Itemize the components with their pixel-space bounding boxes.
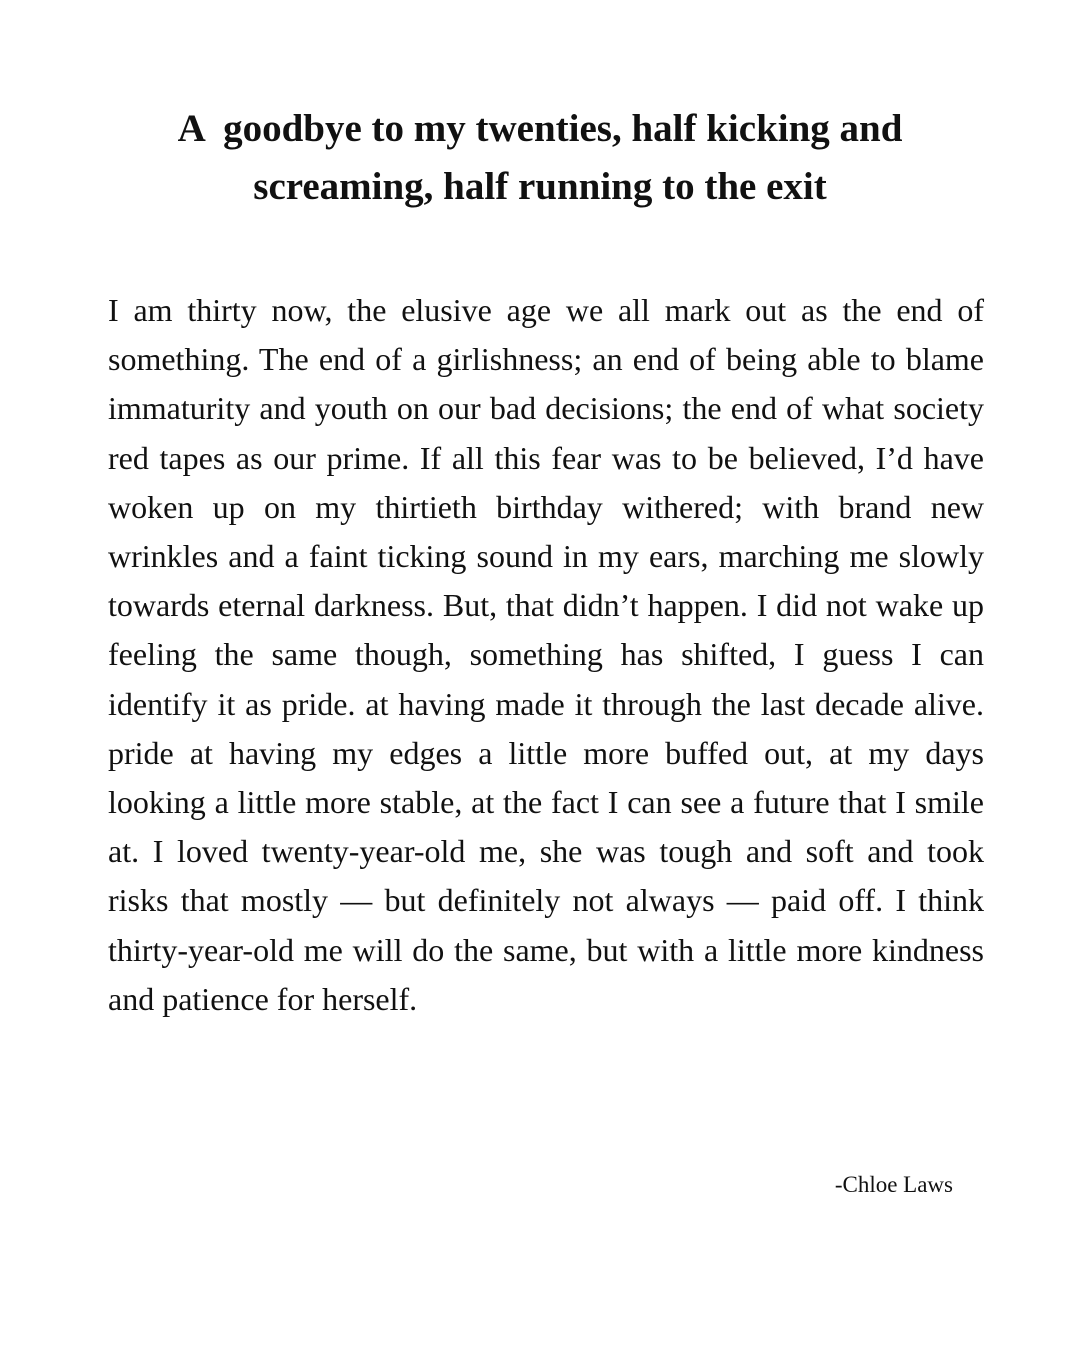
author-signature: -Chloe Laws xyxy=(834,1172,953,1197)
body-paragraph: I am thirty now, the elusive age we all mark out as the end of something. The end of a girlishness; an end of being able to blame immaturity and youth on our bad decisions; the end of what society red tapes as our prime. If all this fear was to be believed, I’d have woken up on my thirtieth birthday withered; with brand new wrinkles and a faint ticking sound in my ears, marching me slowly towards eternal darkness. But, that didn’t happen. I did not wake up feeling the same though, something has shifted, I guess I can identify it as pride. at having made it through the last decade alive. pride at having my edges a little more buffed out, at my days looking a little more stable, at the fact I can see a future that I smile at. I loved twenty-year-old me, she was tough and soft and took risks that mostly — but definitely not always — paid off. I think thirty-year-old me will do the same, but with a little more kindness and patience for herself. xyxy=(108,292,984,1017)
document-title: A goodbye to my twenties, half kicking and screaming, half running to the exit xyxy=(177,107,913,208)
